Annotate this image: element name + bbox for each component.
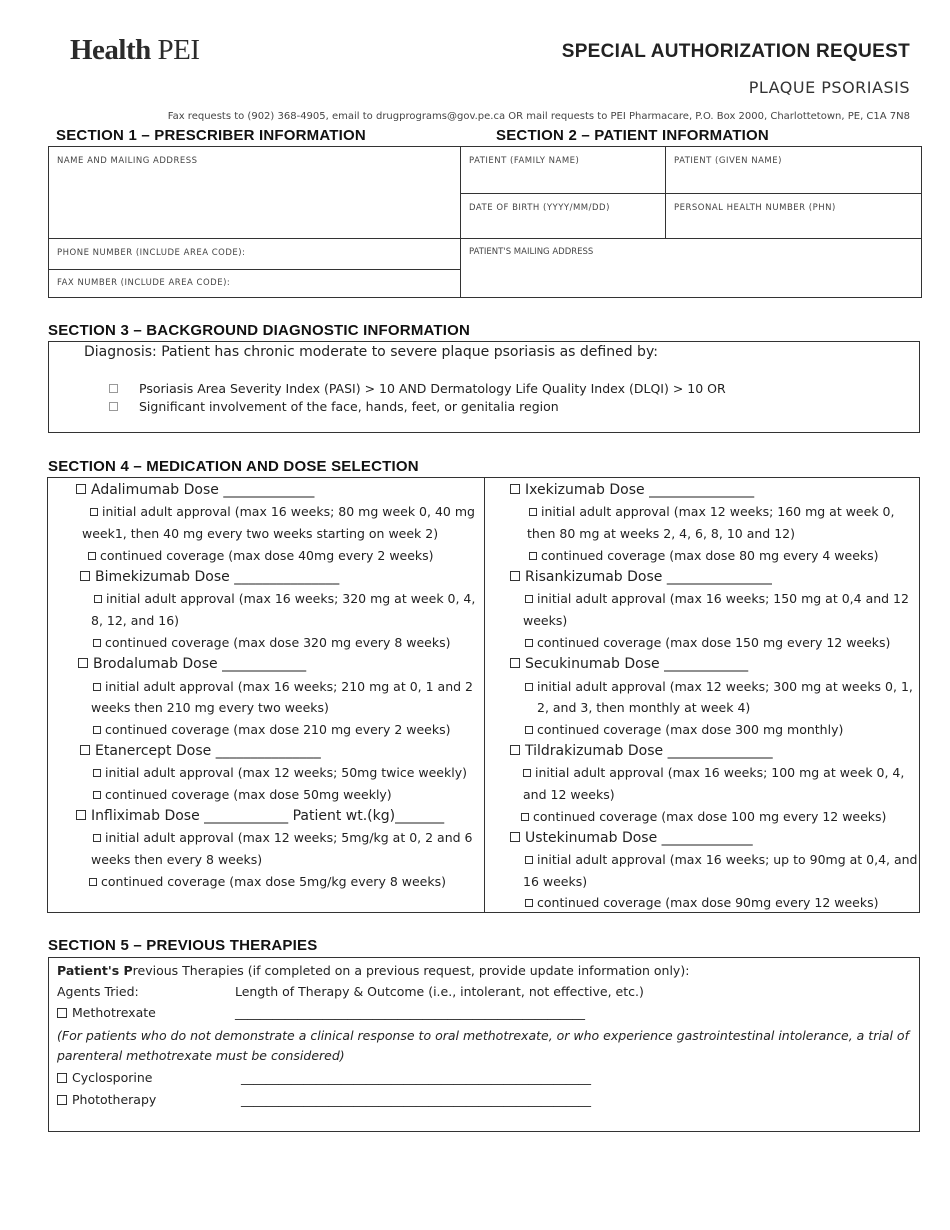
section4-title: SECTION 4 – MEDICATION AND DOSE SELECTION (48, 458, 419, 475)
brodalumab-initial[interactable] (93, 679, 473, 694)
patient-address-label: PATIENT'S MAILING ADDRESS (469, 247, 594, 257)
methotrexate-option[interactable] (57, 1005, 156, 1020)
adalimumab-continued[interactable] (88, 548, 434, 563)
section4-box (47, 477, 920, 913)
ustekinumab-continued-text: continued coverage (max dose 90mg every 12 weeks) (537, 895, 879, 910)
phototherapy-label: Phototherapy (72, 1092, 157, 1107)
ustekinumab-continued[interactable] (525, 895, 879, 910)
tildrakizumab-continued[interactable] (521, 809, 886, 824)
checkbox-icon[interactable] (93, 639, 101, 647)
checkbox-icon[interactable] (93, 726, 101, 734)
infliximab-option[interactable] (76, 808, 444, 824)
checkbox-icon[interactable] (525, 899, 533, 907)
checkbox-icon[interactable] (80, 745, 90, 755)
brodalumab-initial-cont: weeks then 210 mg every two weeks) (91, 700, 329, 715)
secukinumab-option[interactable] (510, 656, 748, 672)
checkbox-icon[interactable] (57, 1095, 67, 1105)
checkbox-icon[interactable] (76, 484, 86, 494)
ustekinumab-initial-cont: 16 weeks) (523, 874, 588, 889)
checkbox-icon[interactable] (525, 683, 533, 691)
risankizumab-continued[interactable] (525, 635, 890, 650)
patient-phn-field[interactable] (665, 193, 922, 238)
methotrexate-label: Methotrexate (72, 1005, 156, 1020)
ixekizumab-continued-text: continued coverage (max dose 80 mg every 4 weeks) (541, 548, 879, 563)
etanercept-label: Etanercept Dose _______________ (95, 743, 321, 759)
infliximab-initial[interactable] (93, 830, 473, 845)
patient-given-name-label: PATIENT (GIVEN NAME) (674, 156, 782, 166)
etanercept-option[interactable] (80, 743, 321, 759)
ixekizumab-initial-cont: then 80 mg at weeks 2, 4, 6, 8, 10 and 12) (527, 526, 795, 541)
section3-box (48, 341, 920, 433)
checkbox-icon[interactable] (109, 402, 118, 411)
methotrexate-note-line2: parenteral methotrexate must be considered) (57, 1048, 345, 1063)
checkbox-icon[interactable] (510, 832, 520, 842)
ixekizumab-initial-text-1: initial adult approval (max 12 weeks; 160 mg at week 0, (541, 504, 895, 519)
diagnosis-text: Diagnosis: Patient has chronic moderate to severe plaque psoriasis as defined by: (84, 344, 658, 360)
checkbox-icon[interactable] (510, 745, 520, 755)
checkbox-icon[interactable] (80, 571, 90, 581)
fax-instructions: Fax requests to (902) 368-4905, email to drugprograms@gov.pe.ca OR mail requests to PEI Pharmacare, P.O. Box 2000, Charlottetown, PE, C1A 7N8 (167, 111, 910, 122)
adalimumab-initial-text-1: initial adult approval (max 16 weeks; 80 mg week 0, 40 mg (102, 504, 475, 519)
tildrakizumab-option[interactable] (510, 743, 773, 759)
risankizumab-initial[interactable] (525, 591, 909, 606)
secukinumab-initial-text-1: initial adult approval (max 12 weeks; 300 mg at weeks 0, 1, (537, 679, 913, 694)
agents-tried-label: Agents Tried: (57, 984, 139, 999)
prescriber-phone-field[interactable] (49, 238, 460, 269)
methotrexate-outcome-field[interactable]: ________________________________________________________ (235, 1005, 585, 1020)
checkbox-icon[interactable] (529, 508, 537, 516)
adalimumab-option[interactable] (76, 482, 314, 498)
checkbox-icon[interactable] (525, 726, 533, 734)
prescriber-name-label: NAME AND MAILING ADDRESS (57, 156, 198, 166)
section5-title: SECTION 5 – PREVIOUS THERAPIES (48, 937, 318, 954)
cyclosporine-outcome-field[interactable]: ________________________________________________________ (241, 1070, 591, 1085)
diagnosis-option-pasi-label: Psoriasis Area Severity Index (PASI) > 10 AND Dermatology Life Quality Index (DLQI) > 10 OR (139, 381, 726, 396)
logo-bold: Health (70, 34, 151, 66)
diagnosis-option-pasi[interactable] (109, 381, 726, 396)
secukinumab-continued-text: continued coverage (max dose 300 mg monthly) (537, 722, 844, 737)
bimekizumab-continued[interactable] (93, 635, 450, 650)
ustekinumab-initial[interactable] (525, 852, 917, 867)
bimekizumab-option[interactable] (80, 569, 339, 585)
section1-title: SECTION 1 – PRESCRIBER INFORMATION (56, 127, 366, 144)
diagnosis-option-involvement[interactable] (109, 399, 559, 414)
infliximab-initial-text-1: initial adult approval (max 12 weeks; 5mg/kg at 0, 2 and 6 (105, 830, 473, 845)
risankizumab-initial-cont: weeks) (523, 613, 568, 628)
brodalumab-initial-text-1: initial adult approval (max 16 weeks; 210 mg at 0, 1 and 2 (105, 679, 473, 694)
section2-title: SECTION 2 – PATIENT INFORMATION (496, 127, 769, 144)
form-title: SPECIAL AUTHORIZATION REQUEST (561, 41, 910, 62)
patient-family-name-field[interactable] (460, 147, 665, 193)
diagnosis-option-involvement-label: Significant involvement of the face, hands, feet, or genitalia region (139, 399, 559, 414)
checkbox-icon[interactable] (521, 813, 529, 821)
checkbox-icon[interactable] (57, 1073, 67, 1083)
infliximab-continued[interactable] (89, 874, 446, 889)
checkbox-icon[interactable] (57, 1008, 67, 1018)
ixekizumab-continued[interactable] (529, 548, 879, 563)
cyclosporine-option[interactable] (57, 1070, 152, 1085)
checkbox-icon[interactable] (90, 508, 98, 516)
risankizumab-option[interactable] (510, 569, 772, 585)
risankizumab-continued-text: continued coverage (max dose 150 mg every 12 weeks) (537, 635, 891, 650)
section5-box (48, 957, 920, 1132)
etanercept-initial-text: initial adult approval (max 12 weeks; 50mg twice weekly) (105, 765, 467, 780)
prescriber-name-field[interactable] (49, 147, 460, 238)
patient-dob-label: DATE OF BIRTH (YYYY/MM/DD) (469, 203, 610, 213)
etanercept-continued-text: continued coverage (max dose 50mg weekly) (105, 787, 392, 802)
intro-rest: revious Therapies (if completed on a previous request, provide update information only): (132, 963, 690, 978)
patient-dob-field[interactable] (460, 193, 665, 238)
previous-therapies-intro (57, 963, 689, 978)
ustekinumab-label: Ustekinumab Dose _____________ (525, 830, 753, 846)
health-pei-logo (70, 34, 200, 67)
cyclosporine-label: Cyclosporine (72, 1070, 153, 1085)
secukinumab-initial-cont: 2, and 3, then monthly at week 4) (537, 700, 751, 715)
etanercept-initial[interactable] (93, 765, 467, 780)
methotrexate-note-line1: (For patients who do not demonstrate a clinical response to oral methotrexate, or who experience gastrointestinal intolerance, a trial of (57, 1028, 909, 1043)
ixekizumab-initial[interactable] (529, 504, 894, 519)
brodalumab-label: Brodalumab Dose ____________ (93, 656, 307, 672)
checkbox-icon[interactable] (89, 878, 97, 886)
ixekizumab-label: Ixekizumab Dose _______________ (525, 482, 755, 498)
bimekizumab-initial-cont: 8, 12, and 16) (91, 613, 180, 628)
risankizumab-initial-text-1: initial adult approval (max 16 weeks; 150 mg at 0,4 and 12 (537, 591, 909, 606)
tildrakizumab-continued-text: continued coverage (max dose 100 mg every 12 weeks) (533, 809, 887, 824)
risankizumab-label: Risankizumab Dose _______________ (525, 569, 772, 585)
adalimumab-label: Adalimumab Dose _____________ (91, 482, 315, 498)
form-subtitle: PLAQUE PSORIASIS (748, 78, 910, 97)
section3-title: SECTION 3 – BACKGROUND DIAGNOSTIC INFORMATION (48, 322, 471, 339)
checkbox-icon[interactable] (525, 856, 533, 864)
tildrakizumab-initial[interactable] (523, 765, 904, 780)
checkbox-icon[interactable] (93, 834, 101, 842)
checkbox-icon[interactable] (109, 384, 118, 393)
section1-2-box (48, 146, 922, 298)
brodalumab-continued-text: continued coverage (max dose 210 mg every 2 weeks) (105, 722, 451, 737)
secukinumab-continued[interactable] (525, 722, 843, 737)
secukinumab-initial[interactable] (525, 679, 913, 694)
brodalumab-option[interactable] (78, 656, 306, 672)
phototherapy-outcome-field[interactable]: ________________________________________________________ (241, 1092, 591, 1107)
prescriber-fax-label: FAX NUMBER (INCLUDE AREA CODE): (57, 278, 231, 288)
adalimumab-initial[interactable] (90, 504, 475, 519)
ustekinumab-initial-text-1: initial adult approval (max 16 weeks; up to 90mg at 0,4, and (537, 852, 918, 867)
checkbox-icon[interactable] (525, 595, 533, 603)
bimekizumab-label: Bimekizumab Dose _______________ (95, 569, 340, 585)
bimekizumab-continued-text: continued coverage (max dose 320 mg every 8 weeks) (105, 635, 451, 650)
checkbox-icon[interactable] (510, 484, 520, 494)
bimekizumab-initial[interactable] (94, 591, 475, 606)
bimekizumab-initial-text-1: initial adult approval (max 16 weeks; 320 mg at week 0, 4, (106, 591, 476, 606)
checkbox-icon[interactable] (510, 571, 520, 581)
patient-given-name-field[interactable] (665, 147, 922, 193)
length-of-therapy-label: Length of Therapy & Outcome (i.e., intolerant, not effective, etc.) (235, 984, 644, 999)
ustekinumab-option[interactable] (510, 830, 753, 846)
patient-family-name-label: PATIENT (FAMILY NAME) (469, 156, 580, 166)
tildrakizumab-initial-cont: and 12 weeks) (523, 787, 615, 802)
infliximab-continued-text: continued coverage (max dose 5mg/kg every 8 weeks) (101, 874, 446, 889)
checkbox-icon[interactable] (78, 658, 88, 668)
checkbox-icon[interactable] (76, 810, 86, 820)
tildrakizumab-label: Tildrakizumab Dose _______________ (525, 743, 773, 759)
checkbox-icon[interactable] (93, 683, 101, 691)
checkbox-icon[interactable] (94, 595, 102, 603)
checkbox-icon[interactable] (529, 552, 537, 560)
checkbox-icon[interactable] (525, 639, 533, 647)
etanercept-continued[interactable] (93, 787, 392, 802)
checkbox-icon[interactable] (523, 769, 531, 777)
prescriber-fax-field[interactable] (49, 269, 460, 298)
patient-address-field[interactable] (460, 238, 922, 298)
adalimumab-initial-cont: week1, then 40 mg every two weeks starting on week 2) (82, 526, 439, 541)
logo-light: PEI (157, 34, 200, 66)
infliximab-label: Infliximab Dose ____________ Patient wt.(kg)_______ (91, 808, 445, 824)
checkbox-icon[interactable] (93, 769, 101, 777)
phototherapy-option[interactable] (57, 1092, 156, 1107)
secukinumab-label: Secukinumab Dose ____________ (525, 656, 749, 672)
section4-divider (484, 478, 485, 912)
checkbox-icon[interactable] (510, 658, 520, 668)
checkbox-icon[interactable] (93, 791, 101, 799)
ixekizumab-option[interactable] (510, 482, 754, 498)
tildrakizumab-initial-text-1: initial adult approval (max 16 weeks; 100 mg at week 0, 4, (535, 765, 905, 780)
prescriber-phone-label: PHONE NUMBER (INCLUDE AREA CODE): (57, 248, 246, 258)
intro-bold: Patient's P (57, 963, 133, 978)
infliximab-initial-cont: weeks then every 8 weeks) (91, 852, 263, 867)
checkbox-icon[interactable] (88, 552, 96, 560)
adalimumab-continued-text: continued coverage (max dose 40mg every 2 weeks) (100, 548, 434, 563)
brodalumab-continued[interactable] (93, 722, 450, 737)
patient-phn-label: PERSONAL HEALTH NUMBER (PHN) (674, 203, 836, 213)
